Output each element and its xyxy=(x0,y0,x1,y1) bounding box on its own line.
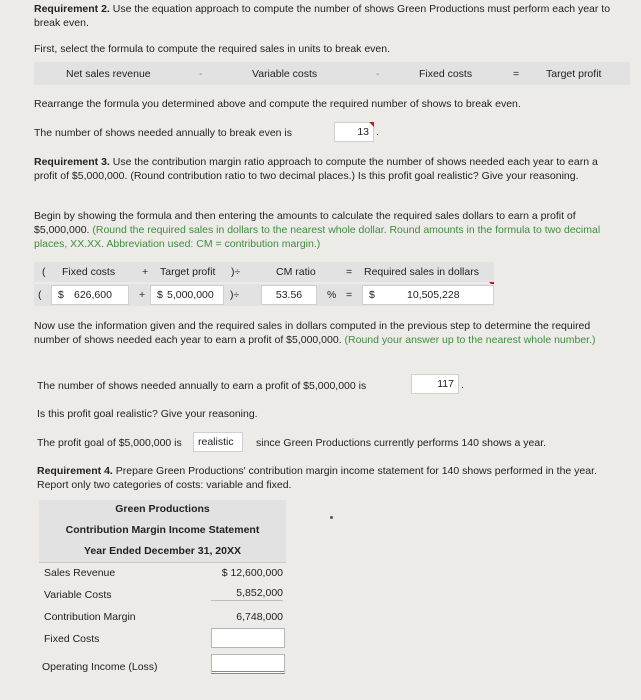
operating-income-input[interactable] xyxy=(211,654,285,674)
req3-realistic-question: Is this profit goal realistic? Give your reasoning. xyxy=(37,408,258,420)
required-sales-input[interactable]: $ 10,505,228 xyxy=(362,285,494,305)
cm-ratio-input[interactable]: 53.56 xyxy=(261,285,317,305)
req2-formula-bar xyxy=(34,62,630,85)
formula-select-net-sales[interactable]: Net sales revenue xyxy=(66,68,151,80)
profit-shows-input[interactable]: 117 xyxy=(411,374,459,394)
equals-sign: = xyxy=(346,266,353,278)
req2-title: Requirement 2. Use the equation approach to compute the number of shows Green Productions must perform each year to break even. xyxy=(34,3,611,29)
formula-select-variable-costs[interactable]: Variable costs xyxy=(252,68,318,80)
paren-close-div: )÷ xyxy=(231,266,241,278)
statement-period: Year Ended December 31, 20XX xyxy=(83,545,241,557)
plus-sign: + xyxy=(142,266,149,278)
formula-select-cm-ratio[interactable]: CM ratio xyxy=(276,266,316,278)
row-value-contribution-margin[interactable]: 6,748,000 xyxy=(236,611,283,623)
req2-formula-prompt: First, select the formula to compute the required sales in units to break even. xyxy=(34,43,391,55)
period-mark: . xyxy=(461,379,464,391)
percent-sign: % xyxy=(327,289,337,301)
flag-icon xyxy=(369,122,374,127)
row-label-operating-income: Operating Income (Loss) xyxy=(42,661,158,673)
req3-answer-label: The number of shows needed annually to earn a profit of $5,000,000 is xyxy=(37,380,367,392)
req3-now-text: Now use the information given and the required sales in dollars computed in the previous step to determine the required number of shows needed each year to earn a profit of $5,000,000. (Round your answer up to the nearest whole number.) xyxy=(34,320,596,346)
formula-select-target-profit[interactable]: Target profit xyxy=(546,68,602,80)
goal-realistic-select[interactable]: realistic xyxy=(193,432,243,452)
period-mark: . xyxy=(376,126,379,138)
breakeven-shows-input[interactable]: 13 xyxy=(334,122,374,142)
cursor-icon xyxy=(330,516,333,519)
plus-sign: + xyxy=(139,289,146,301)
req3-begin-text: Begin by showing the formula and then entering the amounts to calculate the required sales dollars to earn a profit of $5,000,000. (Round the required sales in dollars to the nearest whole dollar. Round amounts in the formula to two decimal places, XX.XX. Abbreviation used: CM = contribution margin.) xyxy=(34,210,601,250)
formula-select-required-sales[interactable]: Required sales in dollars xyxy=(364,266,479,278)
paren-close-div: )÷ xyxy=(230,289,240,301)
req3-formula-header xyxy=(34,262,494,282)
formula-select-target-profit-2[interactable]: Target profit xyxy=(160,266,216,278)
formula-select-fixed-costs-2[interactable]: Fixed costs xyxy=(62,266,116,278)
formula-eq: = xyxy=(513,68,520,80)
target-profit-input[interactable]: $ 5,000,000 xyxy=(150,285,224,305)
req2-answer-label: The number of shows needed annually to break even is xyxy=(34,127,292,139)
statement-divider xyxy=(39,562,286,563)
req2-rearrange-prompt: Rearrange the formula you determined above and compute the required number of shows to break even. xyxy=(34,98,521,110)
req3-title: Requirement 3. Use the contribution margin ratio approach to compute the number of shows needed each year to earn a profit of $5,000,000. (Round contribution ratio to two decimal places.) Is this profit goal realistic? Give your reasoning. xyxy=(34,156,598,182)
statement-company: Green Productions xyxy=(115,503,210,515)
row-value-variable-costs[interactable]: 5,852,000 xyxy=(211,586,283,601)
formula-select-fixed-costs[interactable]: Fixed costs xyxy=(419,68,473,80)
req4-title: Requirement 4. Prepare Green Productions' contribution margin income statement for 140 shows performed in the year. Report only two categories of costs: variable and fixed. xyxy=(37,465,597,491)
row-value-sales-revenue[interactable]: $ 12,600,000 xyxy=(221,567,283,579)
formula-op1[interactable]: - xyxy=(199,68,203,80)
row-label-sales-revenue: Sales Revenue xyxy=(44,567,116,579)
equals-sign: = xyxy=(346,289,353,301)
formula-op2[interactable]: - xyxy=(376,68,380,80)
paren-open: ( xyxy=(42,266,46,278)
statement-header xyxy=(39,500,286,562)
row-label-variable-costs: Variable Costs xyxy=(44,589,112,601)
row-label-contribution-margin: Contribution Margin xyxy=(44,611,136,623)
req3-goal-label: The profit goal of $5,000,000 is xyxy=(37,437,182,449)
fixed-costs-input[interactable]: $ 626,600 xyxy=(51,285,129,305)
fixed-costs-statement-input[interactable] xyxy=(211,628,285,648)
statement-name: Contribution Margin Income Statement xyxy=(65,524,260,536)
row-label-fixed-costs: Fixed Costs xyxy=(44,633,100,645)
req3-goal-reason: since Green Productions currently performs 140 shows a year. xyxy=(256,437,547,449)
paren-open: ( xyxy=(38,289,42,301)
